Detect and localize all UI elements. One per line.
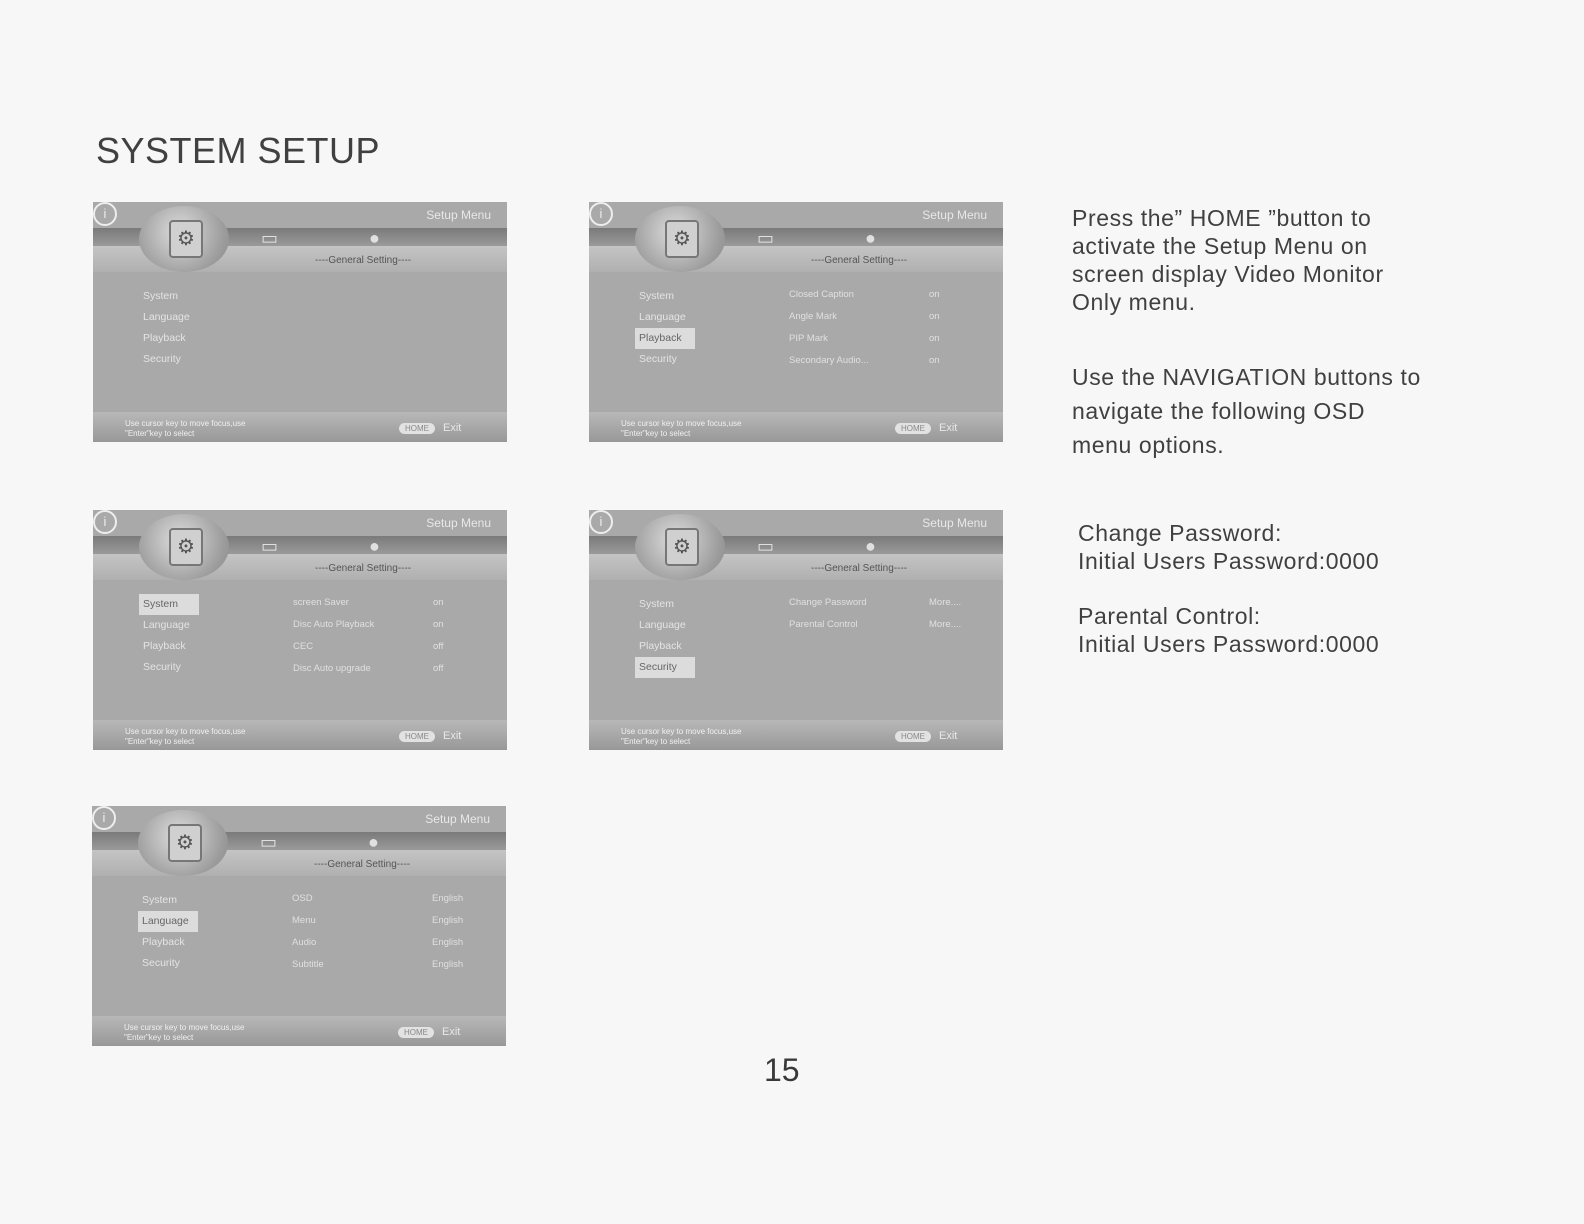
osd-hint xyxy=(124,1023,294,1043)
osd-header-title: Setup Menu xyxy=(922,208,987,222)
speaker-icon: ● xyxy=(865,536,876,556)
osd-option-label: Angle Mark xyxy=(789,311,838,322)
change-password-initial: Initial Users Password:0000 xyxy=(1078,548,1380,574)
osd-option-value: on xyxy=(929,355,940,366)
osd-header-title: Setup Menu xyxy=(426,516,491,530)
osd-hint-line: Use cursor key to move focus,use xyxy=(124,1023,245,1032)
osd-screen-playback xyxy=(589,202,1003,442)
osd-option-row xyxy=(293,614,453,636)
osd-option-row xyxy=(293,658,453,680)
osd-option-label: Disc Auto Playback xyxy=(293,619,375,630)
page-number: 15 xyxy=(764,1052,800,1088)
osd-option-label: Menu xyxy=(292,915,316,926)
osd-option-row xyxy=(292,888,464,910)
info-icon: i xyxy=(589,510,613,534)
osd-menu-item-system: System xyxy=(142,894,178,906)
osd-hint-line: "Enter"key to select xyxy=(124,1033,194,1042)
monitor-icon: ▭ xyxy=(757,536,775,556)
osd-screen-security xyxy=(589,510,1003,750)
osd-section-title: ----General Setting---- xyxy=(315,255,412,266)
osd-menu-item-security: Security xyxy=(143,353,181,365)
osd-option-label: Closed Caption xyxy=(789,289,854,300)
osd-option-value: English xyxy=(432,937,464,948)
osd-screen-system xyxy=(93,510,507,750)
osd-menu-item-language: Language xyxy=(143,311,190,323)
osd-option-value: English xyxy=(432,893,464,904)
osd-option-label: Change Password xyxy=(789,597,867,608)
osd-option-label: screen Saver xyxy=(293,597,349,608)
osd-menu-item-security: Security xyxy=(143,661,181,673)
osd-hint-line: Use cursor key to move focus,use xyxy=(621,727,742,736)
osd-menu xyxy=(635,286,695,370)
osd-hint-line: Use cursor key to move focus,use xyxy=(125,419,246,428)
parental-control-initial: Initial Users Password:0000 xyxy=(1078,631,1380,657)
osd-menu-item-playback: Playback xyxy=(635,328,695,349)
osd-hint xyxy=(621,419,791,439)
osd-option-row xyxy=(789,284,949,306)
osd-menu-item-system: System xyxy=(639,598,675,610)
osd-option-row xyxy=(789,350,949,372)
osd-menu xyxy=(635,594,695,678)
osd-option-row xyxy=(293,636,453,658)
change-password-label: Change Password: xyxy=(1078,520,1282,546)
osd-gear-badge xyxy=(139,206,229,272)
speaker-icon: ● xyxy=(369,536,380,556)
osd-menu-item-playback: Playback xyxy=(639,640,682,652)
osd-menu-item-playback: Playback xyxy=(142,936,185,948)
gear-icon: ⚙ xyxy=(169,220,203,258)
monitor-icon: ▭ xyxy=(260,832,278,852)
osd-option-row xyxy=(789,306,949,328)
page-title: SYSTEM SETUP xyxy=(96,130,381,171)
osd-menu-item-system: System xyxy=(639,290,675,302)
navigation-line: menu options. xyxy=(1072,432,1225,458)
navigation-line: Use the NAVIGATION buttons to xyxy=(1072,364,1421,390)
parental-control-label: Parental Control: xyxy=(1078,603,1261,629)
osd-option-label: OSD xyxy=(292,893,313,904)
osd-section-title: ----General Setting---- xyxy=(811,255,908,266)
osd-header-title: Setup Menu xyxy=(425,812,490,826)
osd-section-title: ----General Setting---- xyxy=(314,859,411,870)
gear-icon: ⚙ xyxy=(168,824,202,862)
osd-menu-item-language: Language xyxy=(143,619,190,631)
osd-hint xyxy=(621,727,791,747)
osd-exit-label: Exit xyxy=(443,422,462,434)
osd-header-title: Setup Menu xyxy=(426,208,491,222)
osd-gear-badge xyxy=(139,514,229,580)
info-icon: i xyxy=(93,202,117,226)
osd-option-label: Audio xyxy=(292,937,317,948)
osd-option-row xyxy=(789,328,949,350)
osd-options xyxy=(292,888,464,976)
osd-menu-item-security: Security xyxy=(142,957,180,969)
osd-hint xyxy=(125,727,295,747)
osd-hint-line: "Enter"key to select xyxy=(125,737,195,746)
osd-hint-line: Use cursor key to move focus,use xyxy=(125,727,246,736)
osd-option-value: off xyxy=(433,641,444,652)
osd-option-row xyxy=(292,910,464,932)
osd-menu-item-playback: Playback xyxy=(143,640,186,652)
osd-menu-item-security: Security xyxy=(635,657,695,678)
osd-exit-label: Exit xyxy=(939,422,958,434)
info-icon: i xyxy=(589,202,613,226)
speaker-icon: ● xyxy=(865,228,876,248)
monitor-icon: ▭ xyxy=(757,228,775,248)
osd-option-value: English xyxy=(432,915,464,926)
instruction-line: Only menu. xyxy=(1072,289,1196,315)
osd-hint-line: Use cursor key to move focus,use xyxy=(621,419,742,428)
osd-gear-badge xyxy=(635,206,725,272)
osd-section-title: ----General Setting---- xyxy=(811,563,908,574)
info-icon: i xyxy=(93,510,117,534)
osd-options xyxy=(293,592,453,680)
osd-exit-label: Exit xyxy=(939,730,958,742)
osd-option-row xyxy=(789,614,962,636)
osd-menu-item-system: System xyxy=(139,594,199,615)
osd-home-badge: HOME xyxy=(399,423,435,434)
osd-menu xyxy=(139,594,199,678)
osd-menu-item-language: Language xyxy=(639,311,686,323)
osd-hint-line: "Enter"key to select xyxy=(125,429,195,438)
osd-gear-badge xyxy=(635,514,725,580)
osd-option-label: Subtitle xyxy=(292,959,324,970)
osd-screen-language xyxy=(92,806,506,1046)
osd-option-value: More.... xyxy=(929,619,962,630)
osd-home-badge: HOME xyxy=(399,731,435,742)
gear-icon: ⚙ xyxy=(665,528,699,566)
speaker-icon: ● xyxy=(369,228,380,248)
osd-home-badge: HOME xyxy=(398,1027,434,1038)
osd-option-value: on xyxy=(433,597,444,608)
osd-gear-badge xyxy=(138,810,228,876)
osd-exit-label: Exit xyxy=(442,1026,461,1038)
osd-option-value: on xyxy=(929,311,940,322)
osd-options xyxy=(789,284,949,372)
osd-menu xyxy=(139,286,194,370)
gear-icon: ⚙ xyxy=(665,220,699,258)
osd-option-label: Secondary Audio... xyxy=(789,355,869,366)
osd-option-label: PIP Mark xyxy=(789,333,828,344)
osd-screen-general xyxy=(93,202,507,442)
osd-option-label: Disc Auto upgrade xyxy=(293,663,371,674)
osd-header-title: Setup Menu xyxy=(922,516,987,530)
osd-option-value: More.... xyxy=(929,597,962,608)
osd-option-value: English xyxy=(432,959,464,970)
osd-option-label: CEC xyxy=(293,641,314,652)
osd-option-label: Parental Control xyxy=(789,619,858,630)
info-icon: i xyxy=(92,806,116,830)
osd-options xyxy=(789,592,962,636)
osd-menu-item-system: System xyxy=(143,290,179,302)
osd-option-row xyxy=(292,932,464,954)
osd-home-badge: HOME xyxy=(895,731,931,742)
monitor-icon: ▭ xyxy=(261,536,279,556)
instruction-line: activate the Setup Menu on xyxy=(1072,233,1368,259)
osd-option-value: on xyxy=(433,619,444,630)
osd-menu xyxy=(138,890,198,974)
osd-option-row xyxy=(292,954,464,976)
osd-option-value: on xyxy=(929,333,940,344)
osd-hint-line: "Enter"key to select xyxy=(621,429,691,438)
osd-option-row xyxy=(293,592,453,614)
osd-option-row xyxy=(789,592,962,614)
osd-menu-item-playback: Playback xyxy=(143,332,186,344)
osd-menu-item-language: Language xyxy=(138,911,198,932)
osd-option-value: on xyxy=(929,289,940,300)
osd-section-title: ----General Setting---- xyxy=(315,563,412,574)
osd-exit-label: Exit xyxy=(443,730,462,742)
osd-menu-item-security: Security xyxy=(639,353,677,365)
osd-hint xyxy=(125,419,295,439)
instruction-line: screen display Video Monitor xyxy=(1072,261,1384,287)
speaker-icon: ● xyxy=(368,832,379,852)
navigation-line: navigate the following OSD xyxy=(1072,398,1366,424)
monitor-icon: ▭ xyxy=(261,228,279,248)
instruction-line: Press the” HOME ”button to xyxy=(1072,205,1372,231)
gear-icon: ⚙ xyxy=(169,528,203,566)
osd-hint-line: "Enter"key to select xyxy=(621,737,691,746)
osd-option-value: off xyxy=(433,663,444,674)
osd-home-badge: HOME xyxy=(895,423,931,434)
osd-menu-item-language: Language xyxy=(639,619,686,631)
